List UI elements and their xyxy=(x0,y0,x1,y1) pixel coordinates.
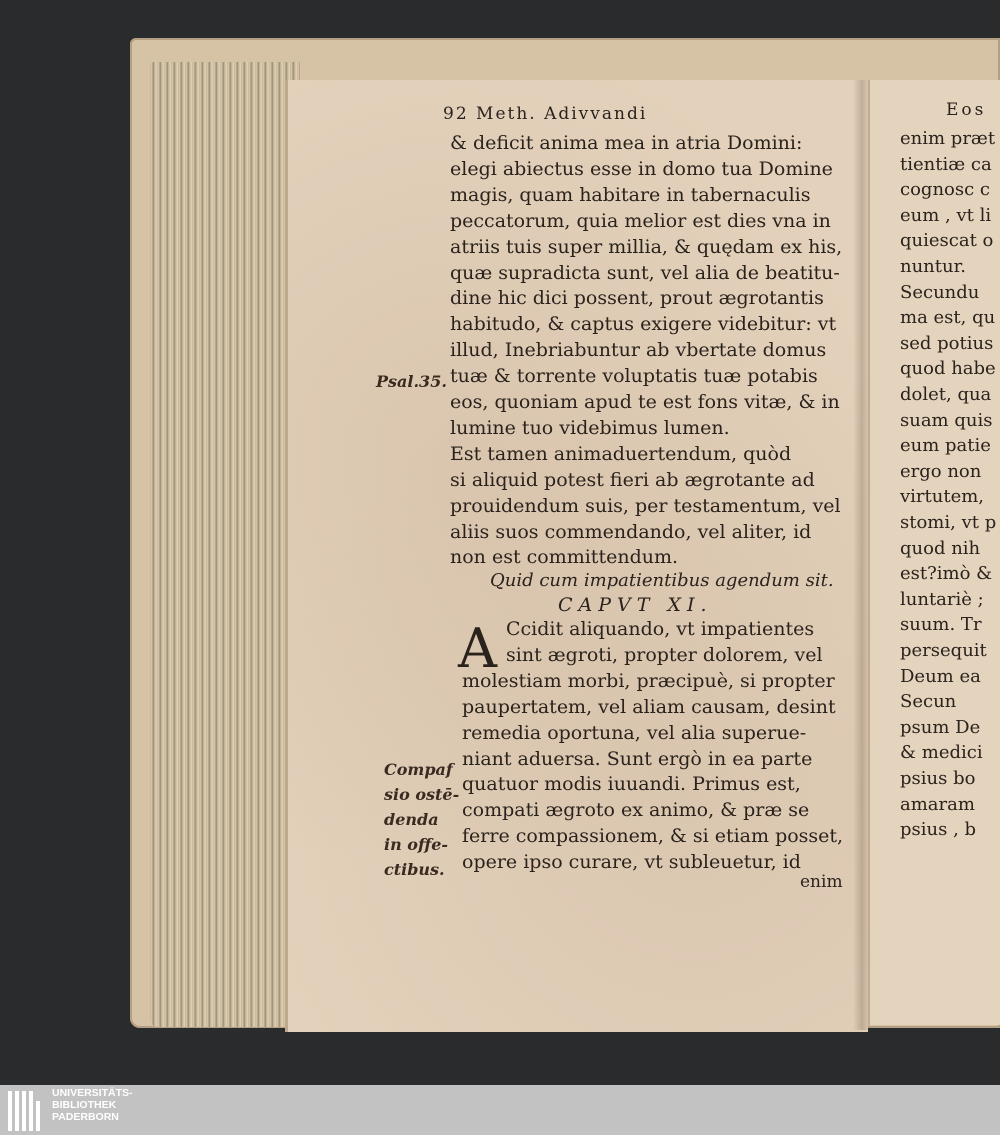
text-line: denda xyxy=(384,810,439,829)
text-line: magis, quam habitare in tabernaculis xyxy=(450,183,811,206)
text-line: lumine tuo videbimus lumen. xyxy=(450,416,730,439)
text-line: si aliquid potest fieri ab ægrotante ad xyxy=(450,468,815,491)
text-line: elegi abiectus esse in domo tua Domine xyxy=(450,157,833,180)
library-logo-text: UNIVERSITÄTS- BIBLIOTHEK PADERBORN xyxy=(52,1087,133,1123)
text-line: dolet, qua xyxy=(900,384,992,405)
text-line: Secun xyxy=(900,691,957,713)
text-line: in offe- xyxy=(384,835,449,854)
text-line: ferre compassionem, & si etiam posset, xyxy=(462,825,844,848)
text-line: remedia oportuna, vel alia superue- xyxy=(462,721,807,744)
text-line: sint ægroti, propter dolorem, vel xyxy=(506,643,823,666)
drop-cap: A xyxy=(458,617,497,680)
text-line: psius , b xyxy=(900,819,977,841)
text-line: stomi, vt p xyxy=(900,512,997,533)
text-line: virtutem, xyxy=(900,486,985,508)
text-line: sio ostē- xyxy=(384,785,460,804)
text-line: eum , vt li xyxy=(900,204,992,226)
text-line: quiescat o xyxy=(900,230,994,252)
text-line: dine hic dici possent, prout ægrotantis xyxy=(450,287,824,310)
text-line: enim præt xyxy=(900,128,996,149)
library-logo-icon xyxy=(6,1091,46,1131)
text-line: cognosc c xyxy=(900,179,990,201)
text-line: quod nih xyxy=(900,537,981,559)
text-line: non est committendum. xyxy=(450,546,679,569)
text-line: Secundu xyxy=(900,281,980,303)
text-line: Est tamen animaduertendum, quòd xyxy=(450,442,792,465)
text-line: suum. Tr xyxy=(900,614,982,636)
text-line: quatuor modis iuuandi. Primus est, xyxy=(462,773,801,796)
text-line: atriis tuis super millia, & quędam ex his, xyxy=(450,235,843,258)
text-line: aliis suos commendando, vel aliter, id xyxy=(450,520,812,543)
text-line: prouidendum suis, per testamentum, vel xyxy=(450,494,841,517)
text-line: psius bo xyxy=(900,768,976,789)
text-line: suam quis xyxy=(900,409,993,431)
text-line: Deum ea xyxy=(900,665,981,687)
text-line: eos, quoniam apud te est fons vitæ, & in xyxy=(450,391,840,413)
chapter-title: Quid cum impatientibus agendum sit. xyxy=(490,570,834,591)
text-line: eum patie xyxy=(900,435,991,457)
text-line: est?imò & xyxy=(900,563,993,585)
text-line: luntariè ; xyxy=(900,588,984,610)
margin-note-psal: Psal.35. xyxy=(376,372,447,391)
page-header: 92 Meth. Adivvandi xyxy=(443,104,648,124)
text-line: compati ægroto ex animo, & præ se xyxy=(462,799,810,822)
text-line: ergo non xyxy=(900,460,982,482)
text-line: tientiæ ca xyxy=(900,153,992,175)
text-line: peccatorum, quia melior est dies vna in xyxy=(450,209,831,232)
text-line: ma est, qu xyxy=(900,307,996,329)
gutter xyxy=(853,80,871,1030)
text-line: habitudo, & captus exigere videbitur: vt xyxy=(450,313,837,336)
text-line: & deficit anima mea in atria Domini: xyxy=(450,132,803,154)
text-line: Ccidit aliquando, vt impatientes xyxy=(506,618,815,640)
text-line: opere ipso curare, vt subleuetur, id xyxy=(462,851,801,874)
text-line: sed potius xyxy=(900,332,994,354)
right-page-header: Eos xyxy=(946,100,987,120)
catchword: enim xyxy=(800,872,843,892)
text-line: nuntur. xyxy=(900,256,966,277)
text-line: molestiam morbi, præcipuè, si propter xyxy=(462,669,835,692)
footer-bar xyxy=(0,1085,1000,1135)
text-line: quæ supradicta sunt, vel alia de beatitu- xyxy=(450,261,840,284)
text-line: psum De xyxy=(900,716,981,738)
page-stack xyxy=(150,62,300,1027)
text-line: Compaf xyxy=(384,760,453,779)
text-line: niant aduersa. Sunt ergò in ea parte xyxy=(462,747,813,770)
text-line: quod habe xyxy=(900,358,996,380)
text-line: ctibus. xyxy=(384,860,445,879)
text-line: paupertatem, vel aliam causam, desint xyxy=(462,695,836,718)
text-line: & medici xyxy=(900,742,983,764)
caput-heading: CAPVT XI. xyxy=(558,594,713,616)
text-line: tuæ & torrente voluptatis tuæ potabis xyxy=(450,365,818,388)
text-line: persequit xyxy=(900,640,987,661)
text-line: amaram xyxy=(900,793,975,815)
text-line: illud, Inebriabuntur ab vbertate domus xyxy=(450,339,827,362)
